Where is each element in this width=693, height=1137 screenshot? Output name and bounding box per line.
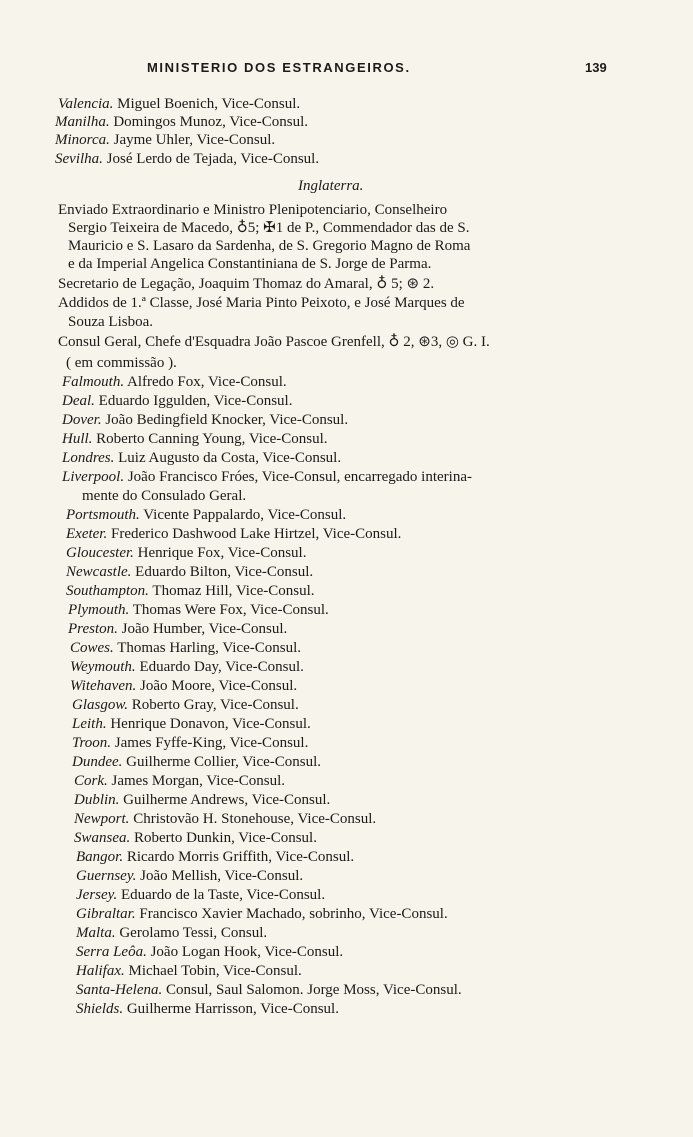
entry-place: Newport. [74,811,130,827]
entry-line [62,411,348,429]
entry-line [76,924,267,942]
entry-line [55,113,308,131]
entry-line [55,131,275,149]
entry-text: Miguel Boenich, Vice-Consul. [113,96,301,112]
entry-place: Guernsey. [76,868,137,884]
entry-place: Portsmouth. [66,507,140,523]
entry-place: Dublin. [74,792,120,808]
entry-line [62,430,328,448]
entry-place: Troon. [72,735,112,751]
entry-place: Southampton. [66,583,149,599]
entry-line [74,791,330,809]
entry-place: Liverpool. [62,469,125,485]
entry-text: José Lerdo de Tejada, Vice-Consul. [102,151,320,167]
entry-place: Serra Leôa. [76,944,147,960]
entry-text: João Humber, Vice-Consul. [117,621,288,637]
entry-place: Santa-Helena. [76,982,163,998]
entry-text: Eduardo de la Taste, Vice-Consul. [117,887,326,903]
entry-place: Jersey. [76,887,118,903]
entry-line [70,639,301,657]
page-header [0,60,693,82]
entry-line [74,772,285,790]
entry-text: Alfredo Fox, Vice-Consul. [124,374,287,390]
legation-line: Mauricio e S. Lasaro da Sardenha, de S. Gregorio Magno de Roma [68,238,471,254]
entry-place: Swansea. [74,830,131,846]
entry-place: Dover. [62,412,102,428]
entry-place: Falmouth. [62,374,125,390]
entry-text: João Logan Hook, Vice-Consul. [146,944,344,960]
entry-text: James Fyffe-King, Vice-Consul. [111,735,309,751]
entry-place: Exeter. [66,526,108,542]
entry-text: Michael Tobin, Vice-Consul. [124,963,302,979]
entry-place: Plymouth. [68,602,130,618]
entry-text: Francisco Xavier Machado, sobrinho, Vice-Consul. [135,906,448,922]
entry-text: Henrique Donavon, Vice-Consul. [106,716,311,732]
entry-text: João Mellish, Vice-Consul. [136,868,304,884]
entry-text: Gerolamo Tessi, Consul. [115,925,268,941]
entry-text: Roberto Canning Young, Vice-Consul. [92,431,328,447]
entry-place: Malta. [76,925,116,941]
entry-line [66,563,313,581]
entry-place: Witehaven. [70,678,137,694]
entry-place: Valencia. [58,96,114,112]
entry-line [76,962,302,980]
entry-text: mente do Consulado Geral. [82,488,247,504]
legation-line: ( em commissão ). [66,355,177,371]
entry-text: Vicente Pappalardo, Vice-Consul. [139,507,347,523]
entry-place: Manilha. [55,114,110,130]
entry-line [74,829,317,847]
legation-line: e da Imperial Angelica Constantiniana de S. Jorge de Parma. [68,256,432,272]
entry-line [76,981,462,999]
entry-text: Guilherme Collier, Vice-Consul. [122,754,322,770]
entry-place: Cowes. [70,640,114,656]
entry-text: Jayme Uhler, Vice-Consul. [109,132,276,148]
entry-text: Domingos Munoz, Vice-Consul. [109,114,308,130]
legation-line: Enviado Extraordinario e Ministro Plenipotenciario, Conselheiro [58,202,448,218]
entry-line [66,506,346,524]
entry-place: Gibraltar. [76,906,136,922]
section-heading: Inglaterra. [298,178,364,194]
entry-line [76,905,448,923]
entry-text: João Moore, Vice-Consul. [136,678,298,694]
entry-place: Cork. [74,773,108,789]
entry-place: Weymouth. [70,659,136,675]
entry-line [76,886,325,904]
entry-text: Thomas Were Fox, Vice-Consul. [129,602,329,618]
entry-text: Frederico Dashwood Lake Hirtzel, Vice-Consul. [107,526,402,542]
entry-text: Luiz Augusto da Costa, Vice-Consul. [114,450,342,466]
entry-line [76,867,303,885]
entry-text: Thomas Harling, Vice-Consul. [113,640,302,656]
entry-line [62,373,287,391]
entry-place: Glasgow. [72,697,128,713]
entry-line [62,449,341,467]
entry-text: Roberto Dunkin, Vice-Consul. [130,830,317,846]
entry-line [66,582,315,600]
entry-line [72,753,321,771]
entry-line [74,810,376,828]
entry-line [72,734,308,752]
entry-place: Newcastle. [66,564,132,580]
entry-place: Bangor. [76,849,124,865]
entry-text: Ricardo Morris Griffith, Vice-Consul. [123,849,355,865]
entry-text: Henrique Fox, Vice-Consul. [133,545,307,561]
entry-line [55,150,319,168]
entry-text: James Morgan, Vice-Consul. [107,773,286,789]
entry-line [70,677,297,695]
running-title: MINISTERIO DOS ESTRANGEIROS. [147,60,411,75]
entry-line [58,95,300,113]
entry-line [72,696,299,714]
entry-place: Deal. [62,393,95,409]
entry-line [68,601,329,619]
legation-line: Addidos de 1.ª Classe, José Maria Pinto Peixoto, e José Marques de [58,295,465,311]
entry-text: Guilherme Harrisson, Vice-Consul. [123,1001,339,1017]
entry-text: Eduardo Day, Vice-Consul. [135,659,304,675]
legation-line: Consul Geral, Chefe d'Esquadra João Pascoe Grenfell, ♁ 2, ⊛3, ◎ G. I. [58,334,490,350]
entry-line [72,715,311,733]
entry-place: Halifax. [76,963,125,979]
entry-place: Sevilha. [55,151,103,167]
entry-line [76,848,354,866]
entry-line [68,620,287,638]
entry-line [66,544,306,562]
entry-line [76,1000,339,1018]
entry-line [82,487,246,505]
entry-place: Leith. [72,716,107,732]
entry-place: Minorca. [55,132,110,148]
entry-line [76,943,343,961]
legation-line: Secretario de Legação, Joaquim Thomaz do Amaral, ♁ 5; ⊛ 2. [58,276,435,292]
entry-text: Consul, Saul Salomon. Jorge Moss, Vice-Consul. [162,982,462,998]
entry-text: João Bedingfield Knocker, Vice-Consul. [101,412,349,428]
entry-place: Preston. [68,621,118,637]
legation-line: Souza Lisboa. [68,314,153,330]
entry-text: Roberto Gray, Vice-Consul. [127,697,299,713]
entry-place: Gloucester. [66,545,134,561]
entry-text: Thomaz Hill, Vice-Consul. [148,583,315,599]
entry-place: Dundee. [72,754,123,770]
entry-place: Shields. [76,1001,124,1017]
legation-line: Sergio Teixeira de Macedo, ♁5; ✠1 de P., Commendador das de S. [68,220,470,236]
entry-text: Christovão H. Stonehouse, Vice-Consul. [129,811,377,827]
entry-line [66,525,401,543]
entry-place: Londres. [62,450,115,466]
entry-line [62,468,472,486]
entry-place: Hull. [62,431,93,447]
entry-text: João Francisco Fróes, Vice-Consul, encarregado interina- [124,469,472,485]
entry-line [70,658,304,676]
entry-text: Eduardo Iggulden, Vice-Consul. [94,393,293,409]
entry-line [62,392,292,410]
page-number: 139 [585,60,607,75]
entry-text: Guilherme Andrews, Vice-Consul. [119,792,331,808]
entry-text: Eduardo Bilton, Vice-Consul. [131,564,314,580]
